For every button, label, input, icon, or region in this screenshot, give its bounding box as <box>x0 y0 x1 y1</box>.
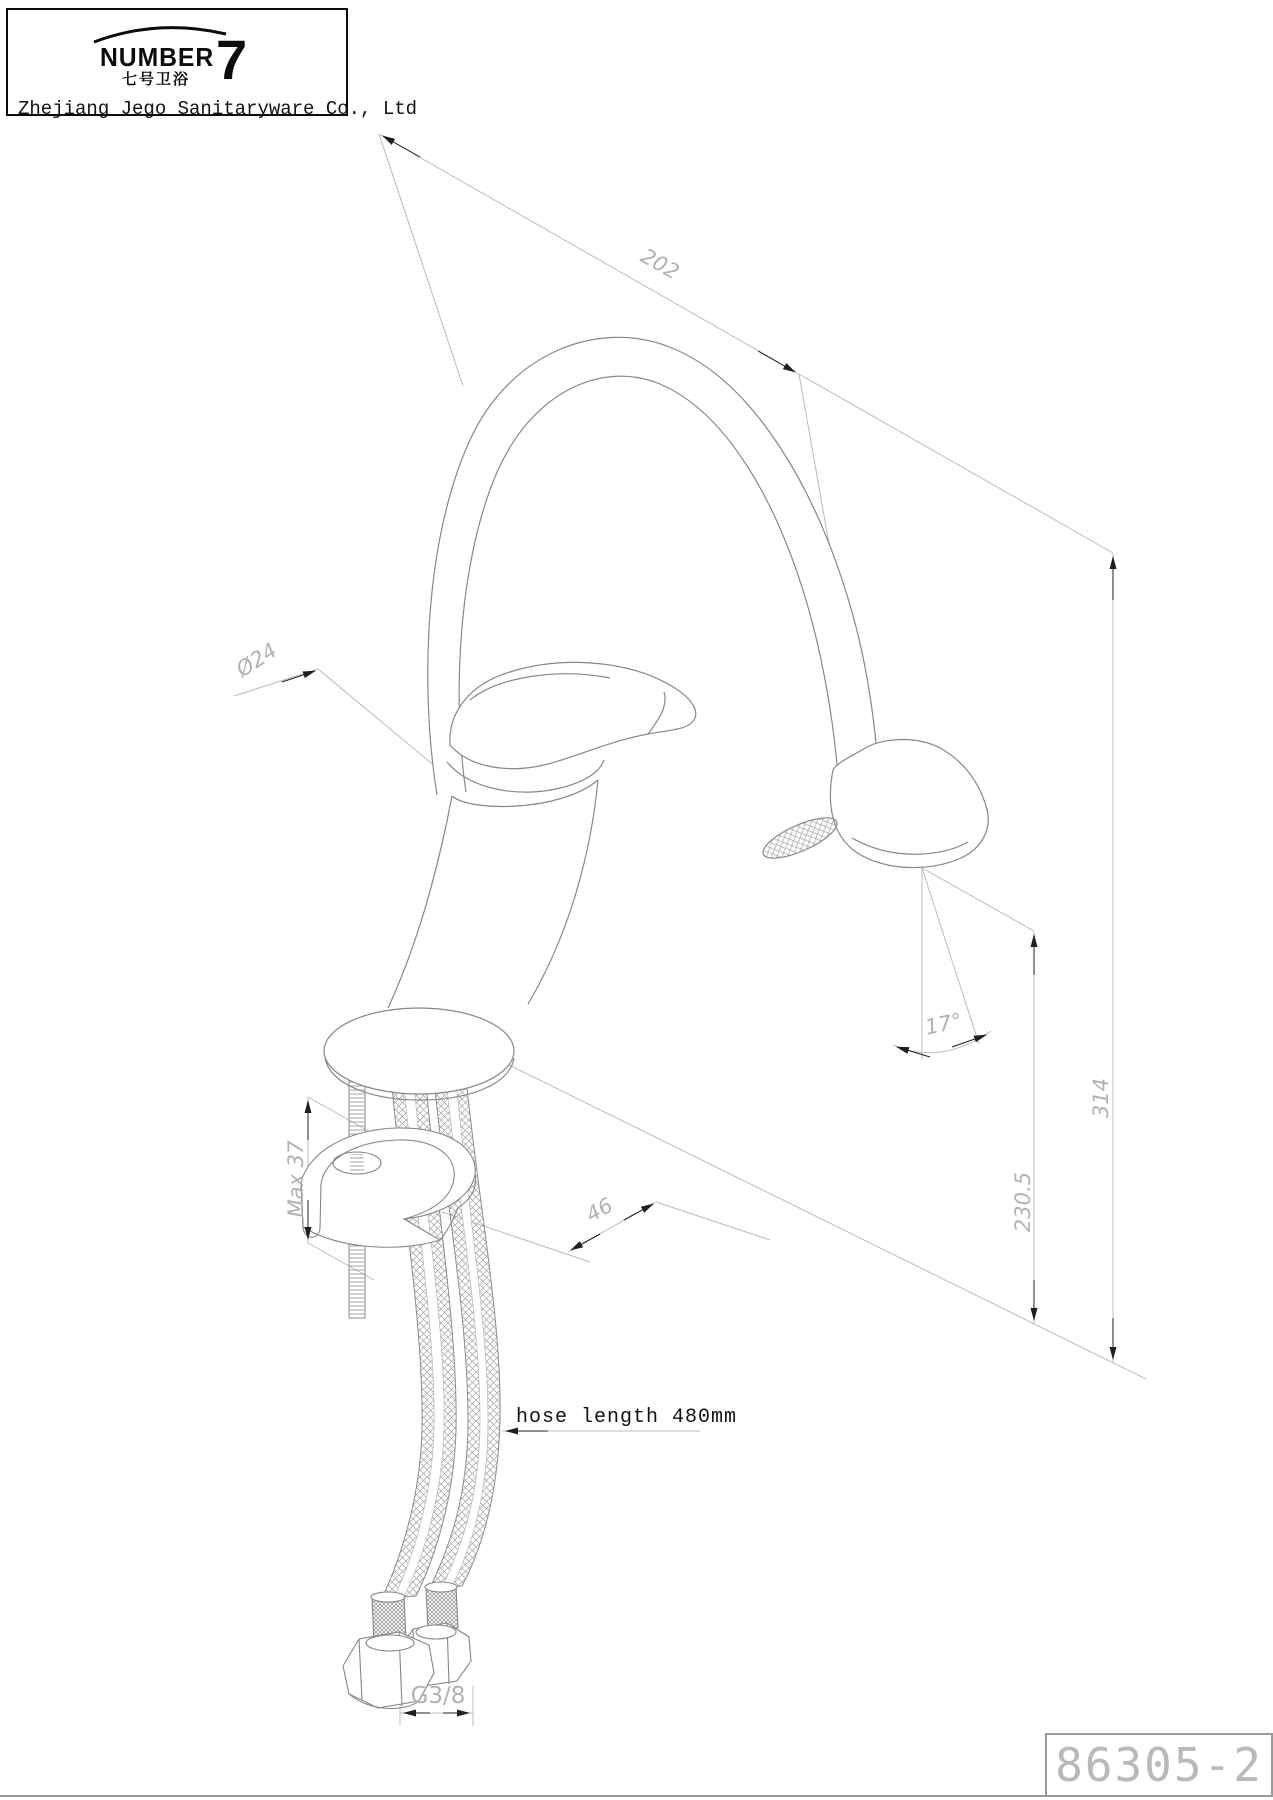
hose-length-note: hose length 480mm <box>516 1406 738 1429</box>
company-name: Zhejiang Jego Sanitaryware Co., Ltd <box>18 98 418 120</box>
dim-label-17deg: 17° <box>922 1008 965 1040</box>
brand-chinese: 七号卫浴 <box>121 71 190 88</box>
dim-label-dia24: Ø24 <box>231 638 282 682</box>
brand-number: 7 <box>216 28 248 91</box>
part-number: 86305-2 <box>1055 1738 1263 1792</box>
dim-label-230-5: 230.5 <box>1011 1171 1035 1233</box>
dim-label-46: 46 <box>581 1193 617 1227</box>
dim-label-max37: Max 37 <box>284 1140 308 1218</box>
part-number-box <box>1045 1733 1273 1797</box>
faucet-outline <box>388 337 988 1008</box>
dim-label-202: 202 <box>636 243 684 285</box>
mounting-bracket <box>301 1128 476 1247</box>
dim-label-g38: G3/8 <box>410 1683 466 1709</box>
dim-label-314: 314 <box>1089 1077 1113 1119</box>
brand-name: NUMBER <box>100 42 215 72</box>
